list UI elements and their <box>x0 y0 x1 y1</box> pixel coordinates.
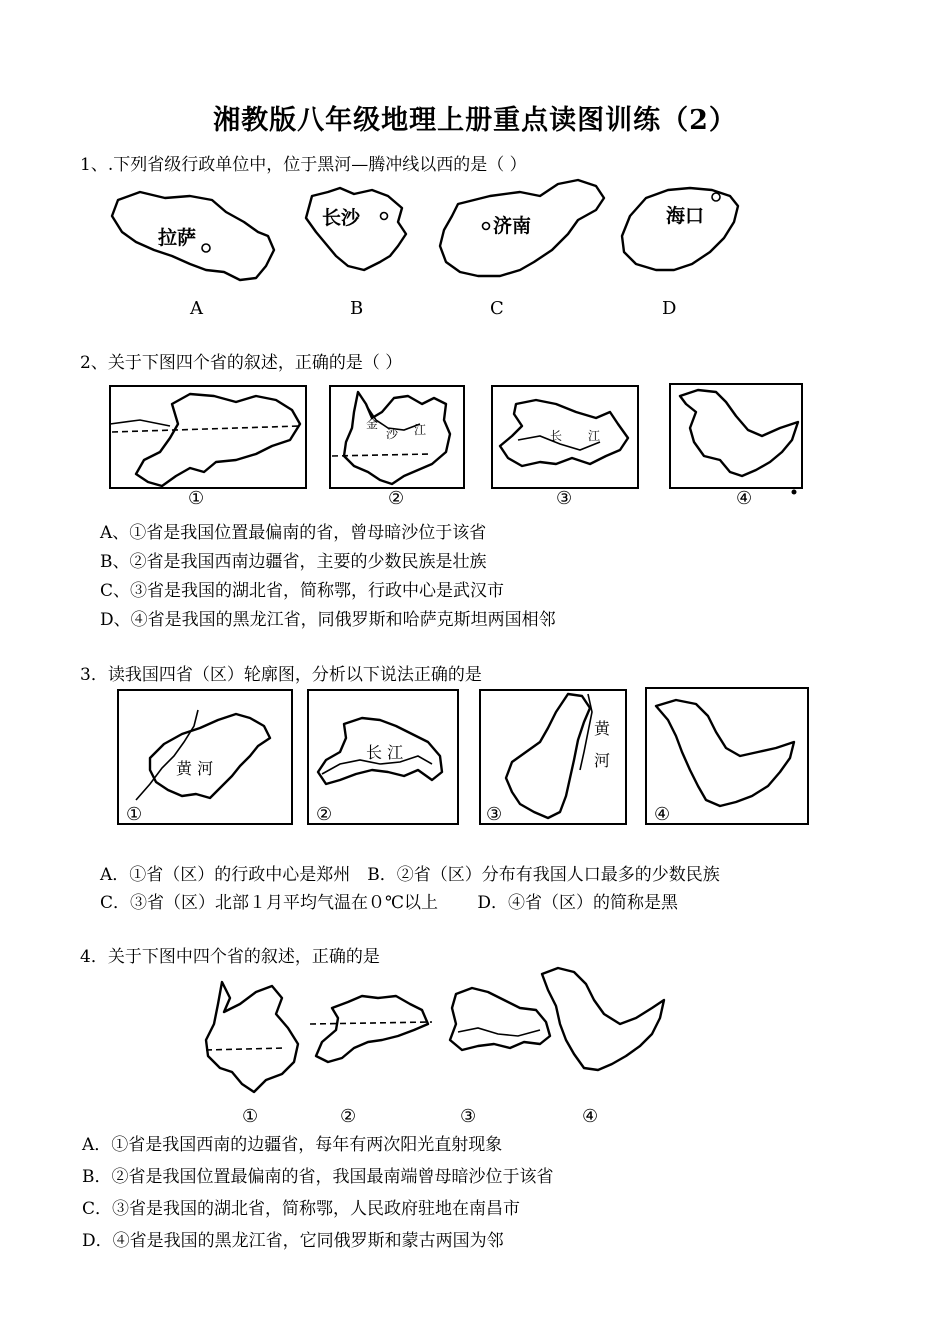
q2-map-3-text-jiang: 江 <box>588 429 601 443</box>
q2-option-a[interactable]: A、①省是我国位置最偏南的省，曾母暗沙位于该省 <box>100 523 487 543</box>
q3-map-2-label: ② <box>316 804 333 825</box>
q4-option-d[interactable]: D．④省是我国的黑龙江省，它同俄罗斯和蒙古两国为邻 <box>82 1231 504 1251</box>
q2-map-2-text-jiang: 江 <box>414 423 427 437</box>
q4-map-1-outline <box>206 982 298 1092</box>
q3-map-1-label: ① <box>126 804 143 825</box>
question-2-stem: 2、关于下图四个省的叙述，正确的是（ ） <box>80 353 403 373</box>
map-a-city: 拉萨 <box>158 227 197 249</box>
q3-map-3-text-huang: 黄 <box>594 719 611 738</box>
map-c-city: 济南 <box>493 215 532 237</box>
q4-map-1-tropic <box>206 1048 286 1050</box>
map-d-city: 海口 <box>666 205 705 227</box>
q2-map-2-label: ② <box>388 488 405 509</box>
q4-map-3-river <box>458 1028 540 1036</box>
q3-map-3-label: ③ <box>486 804 503 825</box>
q4-option-b[interactable]: B．②省是我国位置最偏南的省，我国最南端曾母暗沙位于该省 <box>82 1167 554 1187</box>
q2-option-d[interactable]: D、④省是我国的黑龙江省，同俄罗斯和哈萨克斯坦两国相邻 <box>100 610 556 630</box>
question-3-stem: 3．读我国四省（区）轮廓图，分析以下说法正确的是 <box>80 665 482 685</box>
q4-option-c[interactable]: C．③省是我国的湖北省，简称鄂，人民政府驻地在南昌市 <box>82 1199 521 1219</box>
q2-map-2-text-sha: 沙 <box>386 427 399 441</box>
q4-map-4-label: ④ <box>582 1106 599 1127</box>
map-b-city: 长沙 <box>322 207 361 229</box>
q4-map-2-outline <box>316 996 428 1062</box>
q4-option-a[interactable]: A．①省是我国西南的边疆省，每年有两次阳光直射现象 <box>82 1135 503 1155</box>
q4-map-3-label: ③ <box>460 1106 477 1127</box>
q3-map-2-text: 长 江 <box>366 743 404 762</box>
q4-map-4-outline <box>542 968 664 1070</box>
q3-map-3-text-he: 河 <box>594 751 611 770</box>
q2-map-2-text-jin: 金 <box>366 417 379 431</box>
q3-options-line-1[interactable]: A．①省（区）的行政中心是郑州 B．②省（区）分布有我国人口最多的少数民族 <box>100 865 720 885</box>
map-a-letter: A <box>190 298 203 319</box>
q4-map-3-outline <box>450 988 550 1050</box>
q3-map-1-text: 黄 河 <box>176 759 214 778</box>
q2-map-4-label: ④ <box>736 488 753 509</box>
q2-option-b[interactable]: B、②省是我国西南边疆省，主要的少数民族是壮族 <box>100 552 487 572</box>
map-b-letter: B <box>350 298 364 319</box>
q4-map-2-tropic <box>310 1022 432 1024</box>
q4-map-2-label: ② <box>340 1106 357 1127</box>
q3-map-4-label: ④ <box>654 804 671 825</box>
q2-option-c[interactable]: C、③省是我国的湖北省，简称鄂，行政中心是武汉市 <box>100 581 505 601</box>
q2-map-3-text-chang: 长 <box>550 429 563 443</box>
q2-map-3-label: ③ <box>556 488 573 509</box>
q2-map-1-label: ① <box>188 488 205 509</box>
question-1-stem: 1、.下列省级行政单位中，位于黑河—腾冲线以西的是（ ） <box>80 155 527 175</box>
page-title: 湘教版八年级地理上册重点读图训练（2） <box>213 105 737 136</box>
map-d-letter: D <box>662 298 677 319</box>
q4-map-1-label: ① <box>242 1106 259 1127</box>
map-c-letter: C <box>490 298 504 319</box>
q3-options-line-2[interactable]: C．③省（区）北部１月平均气温在０℃以上 D．④省（区）的简称是黑 <box>100 893 679 913</box>
question-4-stem: 4．关于下图中四个省的叙述，正确的是 <box>80 947 380 967</box>
